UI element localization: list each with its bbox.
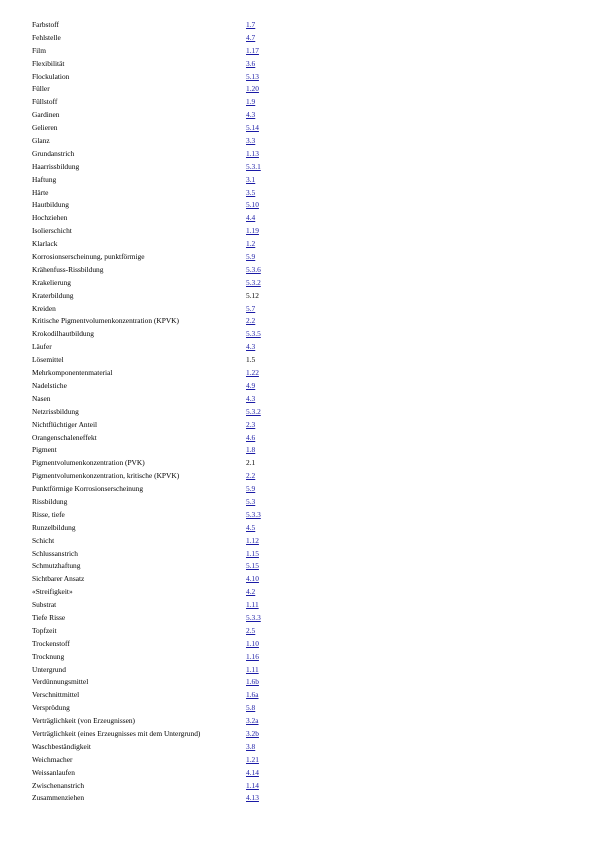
index-entry xyxy=(32,522,552,535)
index-ref-link[interactable]: 4.4 xyxy=(246,213,256,223)
index-entry xyxy=(32,548,552,561)
index-entry xyxy=(32,161,552,174)
index-entry xyxy=(32,560,552,573)
index-entry xyxy=(32,432,552,445)
index-entry xyxy=(32,71,552,84)
index-entry xyxy=(32,109,552,122)
index-term: Mehrkomponentenmaterial xyxy=(32,368,113,378)
index-term: Risse, tiefe xyxy=(32,509,65,519)
index-entry xyxy=(32,122,552,135)
index-entry xyxy=(32,638,552,651)
index-entry xyxy=(32,303,552,316)
index-ref-link[interactable]: 3.2a xyxy=(246,716,259,726)
index-entry xyxy=(32,792,552,805)
index-ref-link[interactable]: 1.20 xyxy=(246,84,259,94)
index-ref-link[interactable]: 5.3.2 xyxy=(246,277,261,287)
index-entry xyxy=(32,419,552,432)
index-entry xyxy=(32,315,552,328)
index-term: Pigmentvolumenkonzentration (PVK) xyxy=(32,458,145,468)
index-ref-link[interactable]: 4.7 xyxy=(246,32,256,42)
index-term: Farbstoff xyxy=(32,20,59,29)
index-entry xyxy=(32,225,552,238)
index-ref-link[interactable]: 4.13 xyxy=(246,793,259,803)
index-list xyxy=(32,19,552,805)
index-ref-link[interactable]: 4.3 xyxy=(246,110,256,120)
index-ref-link[interactable]: 3.1 xyxy=(246,174,256,184)
index-term: «Streifigkeit» xyxy=(32,587,73,597)
index-term: Sichtbarer Ansatz xyxy=(32,574,85,584)
index-ref-link[interactable]: 5.7 xyxy=(246,303,256,313)
index-term: Pigmentvolumenkonzentration, kritische (KPVK) xyxy=(32,471,180,481)
index-term: Runzelbildung xyxy=(32,522,76,532)
index-term: Verschnittmittel xyxy=(32,690,80,700)
index-entry xyxy=(32,586,552,599)
index-term: Untergrund xyxy=(32,664,66,674)
index-term: Klarlack xyxy=(32,239,58,249)
index-ref-link[interactable]: 1.6a xyxy=(246,690,259,700)
index-entry xyxy=(32,393,552,406)
index-term: Weichmacher xyxy=(32,754,73,764)
index-term: Schlussanstrich xyxy=(32,548,78,558)
index-term: Haarrissbildung xyxy=(32,161,80,171)
index-ref-link[interactable]: 4.10 xyxy=(246,574,259,584)
index-term: Füllstoff xyxy=(32,97,58,107)
index-ref-link[interactable]: 5.3.2 xyxy=(246,406,261,416)
index-term: Trockenstoff xyxy=(32,638,70,648)
index-entry xyxy=(32,741,552,754)
index-entry xyxy=(32,354,552,367)
index-ref-link[interactable]: 5.14 xyxy=(246,123,259,133)
index-ref-link[interactable]: 1.21 xyxy=(246,754,259,764)
index-entry xyxy=(32,509,552,522)
index-entry xyxy=(32,573,552,586)
index-ref-link[interactable]: 5.3.3 xyxy=(246,509,261,519)
index-entry xyxy=(32,199,552,212)
index-entry xyxy=(32,341,552,354)
index-term: Tiefe Risse xyxy=(32,612,66,622)
index-ref: 1.5 xyxy=(246,355,256,365)
index-ref-link[interactable]: 1.15 xyxy=(246,548,259,558)
index-ref-link[interactable]: 4.9 xyxy=(246,380,256,390)
index-entry xyxy=(32,651,552,664)
index-entry xyxy=(32,496,552,509)
index-term: Verdünnungsmittel xyxy=(32,677,89,687)
index-term: Nichtflüchtiger Anteil xyxy=(32,419,98,429)
index-entry xyxy=(32,728,552,741)
index-entry xyxy=(32,406,552,419)
index-term: Nasen xyxy=(32,393,51,403)
index-ref-link[interactable]: 5.15 xyxy=(246,561,259,571)
index-term: Netzrissbildung xyxy=(32,406,79,416)
index-entry xyxy=(32,96,552,109)
index-entry xyxy=(32,470,552,483)
index-entry xyxy=(32,780,552,793)
index-entry xyxy=(32,767,552,780)
index-entry xyxy=(32,444,552,457)
index-term: Zusammenziehen xyxy=(32,793,85,803)
index-ref-link[interactable]: 5.9 xyxy=(246,484,256,494)
index-term: Substrat xyxy=(32,600,57,610)
index-term: Krähenfuss-Rissbildung xyxy=(32,264,104,274)
index-term: Glanz xyxy=(32,136,50,146)
index-term: Film xyxy=(32,45,46,55)
index-ref-link[interactable]: 5.3.6 xyxy=(246,264,261,274)
index-ref-link[interactable]: 4.3 xyxy=(246,342,256,352)
index-ref-link[interactable]: 1.10 xyxy=(246,638,259,648)
index-entry xyxy=(32,612,552,625)
index-ref-link[interactable]: 2.3 xyxy=(246,419,256,429)
index-term: Härte xyxy=(32,187,49,197)
index-ref-link[interactable]: 5.3.5 xyxy=(246,329,261,339)
index-term: Hochziehen xyxy=(32,213,68,223)
index-ref-link[interactable]: 4.3 xyxy=(246,393,256,403)
index-entry xyxy=(32,238,552,251)
index-term: Gardinen xyxy=(32,110,60,120)
index-ref-link[interactable]: 5.13 xyxy=(246,71,259,81)
index-ref-link[interactable]: 1.11 xyxy=(246,600,259,610)
index-entry xyxy=(32,457,552,470)
index-term: Haftung xyxy=(32,174,57,184)
index-entry xyxy=(32,290,552,303)
index-term: Grundanstrich xyxy=(32,148,75,158)
index-ref-link[interactable]: 1.8 xyxy=(246,445,256,455)
index-ref-link[interactable]: 2.2 xyxy=(246,316,256,326)
index-term: Fehlstelle xyxy=(32,32,61,42)
index-entry xyxy=(32,264,552,277)
index-term: Kritische Pigmentvolumenkonzentration (KPVK) xyxy=(32,316,179,326)
index-term: Verträglichkeit (von Erzeugnissen) xyxy=(32,716,136,726)
index-term: Hautbildung xyxy=(32,200,69,210)
index-ref-link[interactable]: 1.12 xyxy=(246,535,259,545)
index-ref: 2.1 xyxy=(246,458,256,468)
index-term: Trocknung xyxy=(32,651,65,661)
index-entry xyxy=(32,689,552,702)
index-entry xyxy=(32,58,552,71)
index-term: Pigment xyxy=(32,445,57,455)
index-term: Korrosionserscheinung, punktförmige xyxy=(32,252,145,262)
index-ref-link[interactable]: 5.9 xyxy=(246,252,256,262)
index-term: Waschbeständigkeit xyxy=(32,741,91,751)
index-ref-link[interactable]: 2.5 xyxy=(246,625,256,635)
index-entry xyxy=(32,251,552,264)
index-ref-link[interactable]: 3.6 xyxy=(246,58,256,68)
index-ref-link[interactable]: 3.3 xyxy=(246,136,256,146)
index-entry xyxy=(32,367,552,380)
index-term: Zwischenanstrich xyxy=(32,780,85,790)
index-entry xyxy=(32,754,552,767)
index-ref-link[interactable]: 5.10 xyxy=(246,200,259,210)
index-ref-link[interactable]: 1.2 xyxy=(246,239,256,249)
index-ref-link[interactable]: 4.5 xyxy=(246,522,256,532)
index-term: Topfzeit xyxy=(32,625,57,635)
index-entry xyxy=(32,32,552,45)
index-ref-link[interactable]: 3.2b xyxy=(246,728,259,738)
index-term: Kraterbildung xyxy=(32,290,74,300)
index-entry xyxy=(32,277,552,290)
index-term: Nadelstiche xyxy=(32,380,67,390)
index-entry xyxy=(32,148,552,161)
index-term: Krokodilhautbildung xyxy=(32,329,94,339)
index-term: Flockulation xyxy=(32,71,70,81)
index-ref-link[interactable]: 2.2 xyxy=(246,471,256,481)
index-term: Flexibilität xyxy=(32,58,65,68)
index-term: Schmutzhaftung xyxy=(32,561,81,571)
index-entry xyxy=(32,45,552,58)
index-entry xyxy=(32,676,552,689)
index-term: Verträglichkeit (eines Erzeugnisses mit dem Untergrund) xyxy=(32,728,201,738)
index-term: Versprödung xyxy=(32,703,70,713)
index-entry xyxy=(32,19,552,32)
index-entry xyxy=(32,83,552,96)
index-ref-link[interactable]: 4.6 xyxy=(246,432,256,442)
index-ref-link[interactable]: 5.3.3 xyxy=(246,612,261,622)
index-ref-link[interactable]: 5.8 xyxy=(246,703,256,713)
index-term: Isolierschicht xyxy=(32,226,72,236)
index-ref-link[interactable]: 5.3.1 xyxy=(246,161,261,171)
index-ref-link[interactable]: 1.17 xyxy=(246,45,259,55)
index-ref-link[interactable]: 1.9 xyxy=(246,97,256,107)
index-ref: 5.12 xyxy=(246,290,259,300)
index-ref-link[interactable]: 1.6b xyxy=(246,677,259,687)
index-term: Weissanlaufen xyxy=(32,767,75,777)
index-term: Läufer xyxy=(32,342,52,352)
index-entry xyxy=(32,715,552,728)
index-entry xyxy=(32,212,552,225)
index-entry xyxy=(32,625,552,638)
index-ref-link[interactable]: 3.8 xyxy=(246,741,256,751)
index-ref-link[interactable]: 1.13 xyxy=(246,148,259,158)
index-ref-link[interactable]: 5.3 xyxy=(246,496,256,506)
index-entry xyxy=(32,599,552,612)
index-ref-link[interactable]: 3.5 xyxy=(246,187,256,197)
index-entry xyxy=(32,664,552,677)
index-entry xyxy=(32,328,552,341)
index-entry xyxy=(32,535,552,548)
index-ref-link[interactable]: 4.14 xyxy=(246,767,259,777)
index-term: Gelieren xyxy=(32,123,58,133)
index-entry xyxy=(32,702,552,715)
index-ref-link[interactable]: 1.7 xyxy=(246,20,256,29)
index-term: Krakelierung xyxy=(32,277,71,287)
index-ref-link[interactable]: 1.19 xyxy=(246,226,259,236)
index-term: Füller xyxy=(32,84,50,94)
index-term: Punktförmige Korrosionserscheinung xyxy=(32,484,144,494)
index-term: Rissbildung xyxy=(32,496,68,506)
index-entry xyxy=(32,174,552,187)
index-ref-link[interactable]: 1.11 xyxy=(246,664,259,674)
index-term: Lösemittel xyxy=(32,355,64,365)
index-ref-link[interactable]: 1.22 xyxy=(246,368,259,378)
index-entry xyxy=(32,135,552,148)
index-term: Schicht xyxy=(32,535,55,545)
index-term: Orangenschaleneffekt xyxy=(32,432,97,442)
index-term: Kreiden xyxy=(32,303,56,313)
index-entry xyxy=(32,380,552,393)
index-entry xyxy=(32,187,552,200)
index-ref-link[interactable]: 4.2 xyxy=(246,587,256,597)
index-entry xyxy=(32,483,552,496)
index-ref-link[interactable]: 1.16 xyxy=(246,651,259,661)
index-ref-link[interactable]: 1.14 xyxy=(246,780,259,790)
